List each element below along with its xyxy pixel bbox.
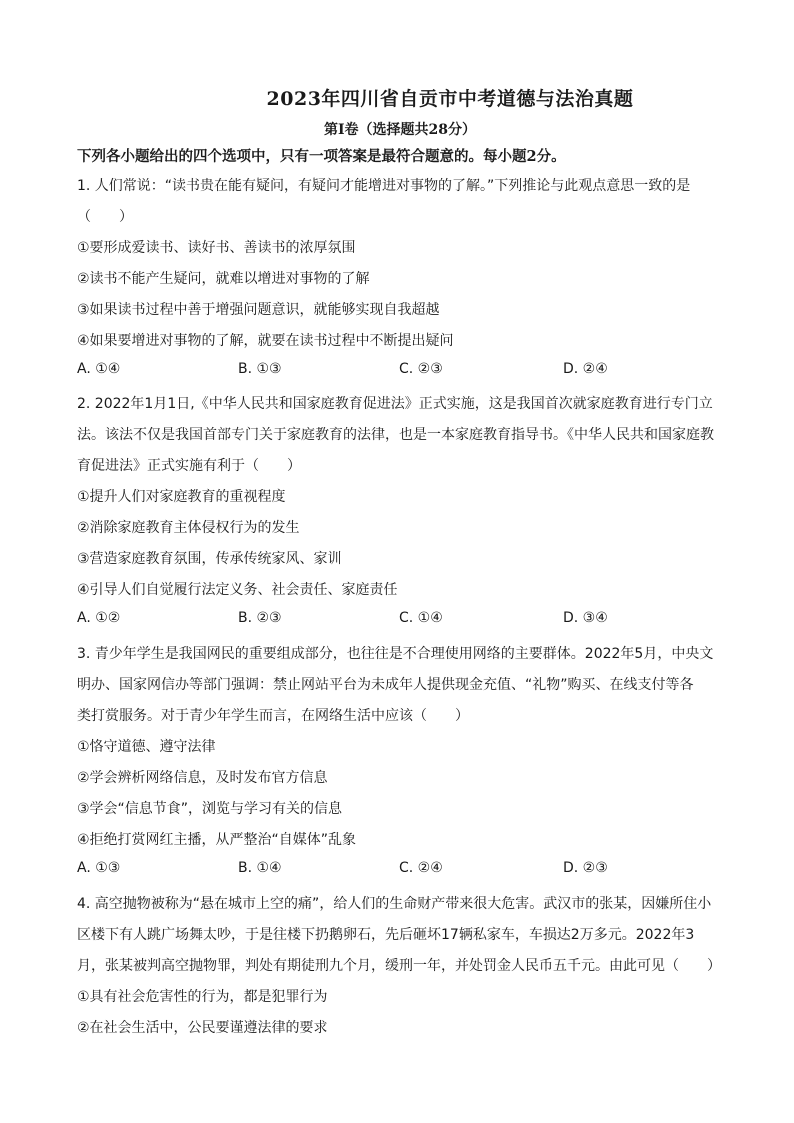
q2-statement-4: ④引导人们自觉履行法定义务、社会责任、家庭责任 (77, 582, 398, 598)
q1-statement-2: ②读书不能产生疑问，就难以增进对事物的了解 (77, 271, 370, 287)
q2-stem-line3: 育促进法》正式实施有利于（ ） (77, 458, 301, 474)
q3-statement-1: ①恪守道德、遵守法律 (77, 739, 216, 755)
q1-stem-line2: （ ） (77, 209, 133, 225)
q4-statement-1: ①具有社会危害性的行为，都是犯罪行为 (77, 989, 328, 1005)
q1-option-a[interactable]: A. ①④ (77, 361, 121, 377)
q2-stem-line1: 2. 2022年1月1日,《中华人民共和国家庭教育促进法》正式实施，这是我国首次就家庭教育进行专门立 (77, 396, 713, 412)
q3-statement-3: ③学会“信息节食”，浏览与学习有关的信息 (77, 801, 343, 817)
q4-stem-line2: 区楼下有人跳广场舞太吵，于是往楼下扔鹅卵石，先后砸坏17辆私家车，车损达2万多元。2022年3 (77, 927, 695, 943)
q2-statement-2: ②消除家庭教育主体侵权行为的发生 (77, 520, 300, 536)
q2-statement-1: ①提升人们对家庭教育的重视程度 (77, 489, 286, 505)
q2-option-b[interactable]: B. ②③ (238, 610, 282, 626)
q1-statement-1: ①要形成爱读书、读好书、善读书的浓厚氛围 (77, 240, 356, 256)
q2-statement-3: ③营造家庭教育氛围，传承传统家风、家训 (77, 551, 342, 567)
q2-option-a[interactable]: A. ①② (77, 610, 121, 626)
q4-stem-line1: 4. 高空抛物被称为“悬在城市上空的痛”，给人们的生命财产带来很大危害。武汉市的张某，因嫌所住小 (77, 896, 712, 912)
instruction-text: 下列各小题给出的四个选项中，只有一项答案是最符合题意的。每小题2分。 (77, 148, 566, 165)
q3-stem-line2: 明办、国家网信办等部门强调：禁止网站平台为未成年人提供现金充值、“礼物”购买、在线支付等各 (77, 677, 694, 693)
exam-title: 2023年四川省自贡市中考道德与法治真题 (266, 88, 634, 110)
q1-option-b[interactable]: B. ①③ (238, 361, 282, 377)
q3-statement-2: ②学会辨析网络信息，及时发布官方信息 (77, 770, 328, 786)
q3-option-a[interactable]: A. ①③ (77, 860, 121, 876)
q3-option-d[interactable]: D. ②③ (563, 860, 608, 876)
q3-option-b[interactable]: B. ①④ (238, 860, 282, 876)
q2-option-d[interactable]: D. ③④ (563, 610, 608, 626)
q3-stem-line1: 3. 青少年学生是我国网民的重要组成部分，也往往是不合理使用网络的主要群体。2022年5月，中央文 (77, 646, 714, 662)
q4-statement-2: ②在社会生活中，公民要谨遵法律的要求 (77, 1020, 328, 1036)
q1-option-d[interactable]: D. ②④ (563, 361, 608, 377)
q1-option-c[interactable]: C. ②③ (399, 361, 443, 377)
q1-statement-3: ③如果读书过程中善于增强问题意识，就能够实现自我超越 (77, 302, 440, 318)
q3-option-c[interactable]: C. ②④ (399, 860, 443, 876)
q2-option-c[interactable]: C. ①④ (399, 610, 443, 626)
q3-statement-4: ④拒绝打赏网红主播，从严整治“自媒体”乱象 (77, 832, 357, 848)
q2-stem-line2: 法。该法不仅是我国首部专门关于家庭教育的法律，也是一本家庭教育指导书。《中华人民共和国家庭教 (77, 427, 714, 443)
section-heading: 第Ⅰ卷（选择题共28分） (323, 122, 477, 138)
q3-stem-line3: 类打赏服务。对于青少年学生而言，在网络生活中应该（ ） (77, 708, 469, 724)
q1-statement-4: ④如果要增进对事物的了解，就要在读书过程中不断提出疑问 (77, 333, 454, 349)
q4-stem-line3: 月，张某被判高空抛物罪，判处有期徒刑九个月，缓刑一年，并处罚金人民币五千元。由此可见（ ） (77, 958, 721, 974)
q1-stem-line1: 1. 人们常说：“读书贵在能有疑问，有疑问才能增进对事物的了解。”下列推论与此观点意思一致的是 (77, 178, 691, 194)
